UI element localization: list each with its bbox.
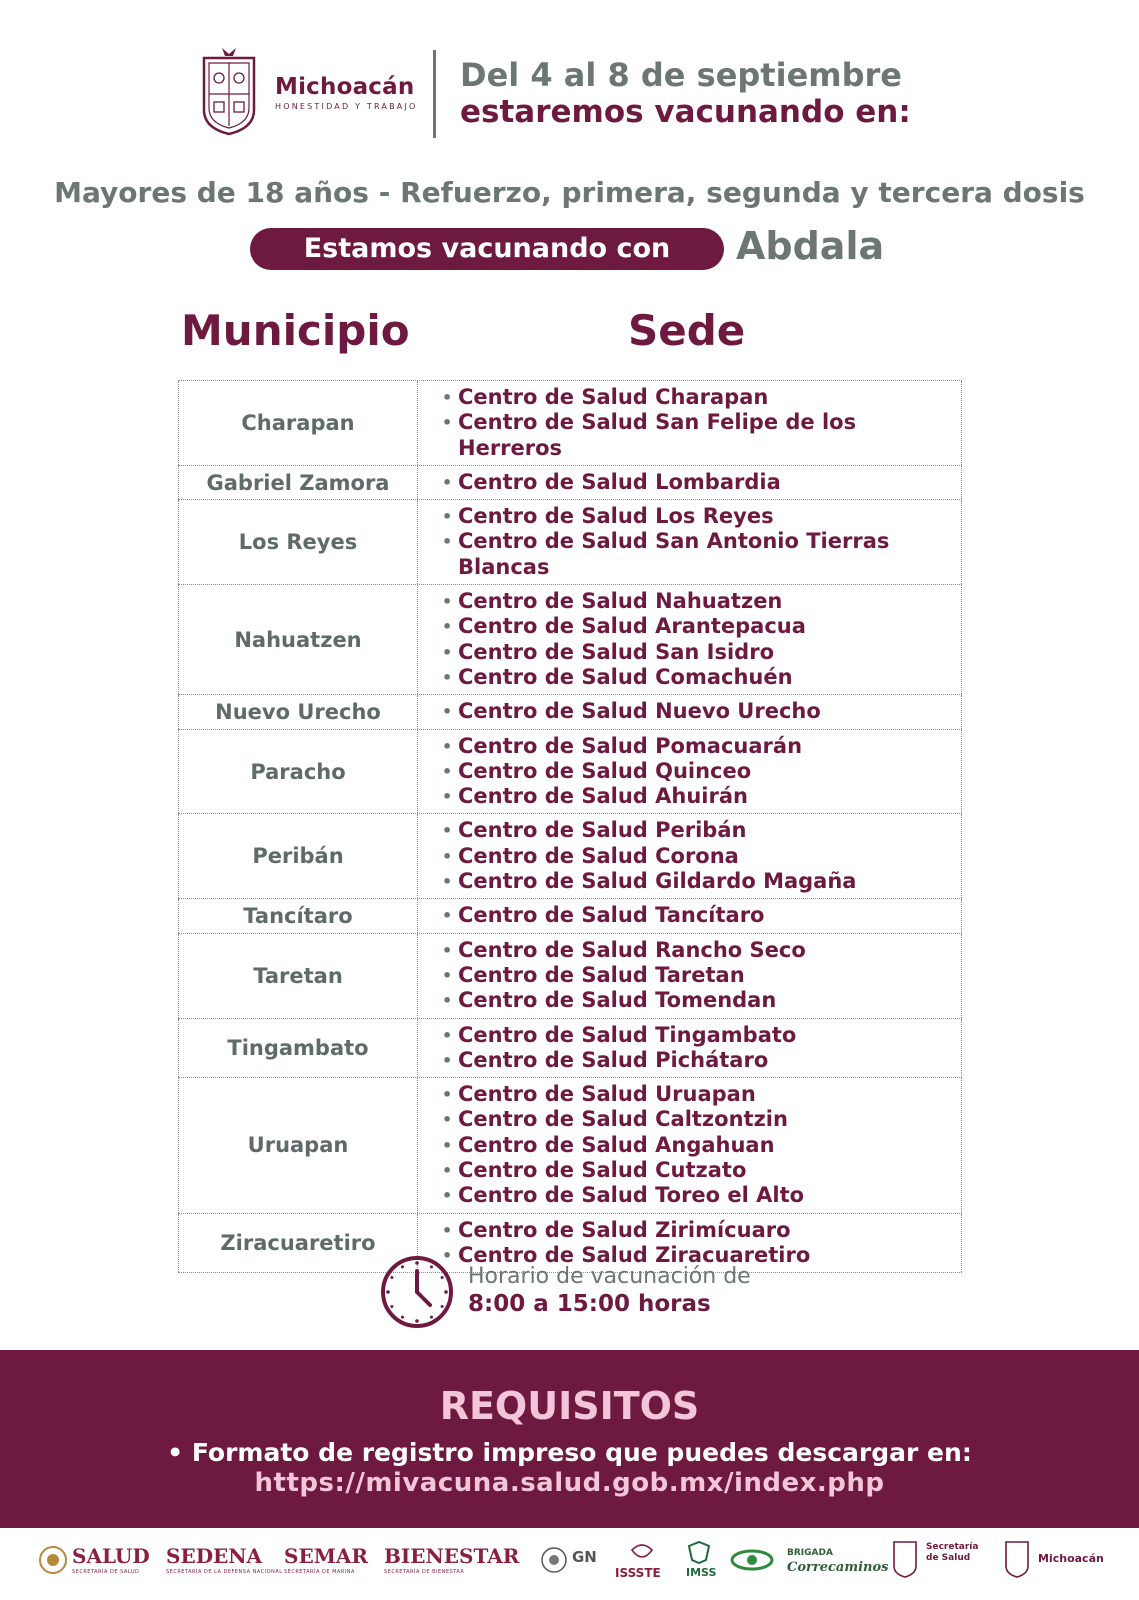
sede-item: • Centro de Salud Rancho Seco [442, 938, 961, 963]
table-row [178, 899, 962, 933]
municipio-cell: Tancítaro [178, 899, 418, 932]
sede-item: • Centro de Salud Taretan [442, 963, 961, 988]
semar-logo [284, 1544, 368, 1575]
michoacan-crest-logo [200, 44, 258, 136]
sede-item: • Centro de Salud Peribán [442, 818, 961, 843]
sede-item: • Centro de Salud Charapan [442, 385, 961, 410]
sede-item: • Centro de Salud Nahuatzen [442, 589, 961, 614]
audience-text: Mayores de 18 años - Refuerzo, primera, segunda y tercera dosis [54, 176, 1085, 209]
table-row [178, 695, 962, 729]
michoacan-small-crest-icon [1004, 1538, 1030, 1578]
gn-seal-icon [540, 1546, 568, 1574]
municipio-cell: Taretan [178, 934, 418, 1018]
sede-cell [418, 814, 962, 898]
sede-item: • Centro de Salud Comachuén [442, 665, 961, 690]
vaccine-name: Abdala [736, 224, 885, 268]
table-row [178, 500, 962, 585]
imss-logo-text: IMSS [686, 1566, 717, 1579]
brigada-swoosh-icon [730, 1546, 774, 1574]
sede-cell [418, 1019, 962, 1078]
municipio-cell: Peribán [178, 814, 418, 898]
sedena-logo [166, 1544, 283, 1575]
sede-item: • Centro de Salud Pichátaro [442, 1048, 961, 1073]
sede-item: • Centro de Salud Toreo el Alto [442, 1183, 961, 1208]
sede-item: • Centro de Salud Nuevo Urecho [442, 699, 961, 724]
column-header-sede: Sede [628, 306, 746, 355]
sede-item: • Centro de Salud Corona [442, 844, 961, 869]
sede-item: • Centro de Salud Tingambato [442, 1023, 961, 1048]
table-row [178, 585, 962, 695]
issste-eagle-icon [630, 1542, 654, 1564]
sede-cell [418, 466, 962, 499]
vaccine-pill: Estamos vacunando con [250, 228, 724, 270]
municipio-cell: Paracho [178, 730, 418, 814]
issste-logo-text: ISSSTE [615, 1566, 661, 1580]
salud-seal-icon [38, 1545, 68, 1575]
schedule-hours: 8:00 a 15:00 horas [468, 1291, 711, 1317]
bienestar-logo-text: BIENESTAR [384, 1544, 520, 1568]
sede-item: • Centro de Salud Tomendan [442, 988, 961, 1013]
brand-name: Michoacán [275, 74, 415, 100]
salud-logo [72, 1544, 150, 1575]
brigada-label: BRIGADA [787, 1548, 833, 1558]
column-header-municipio: Municipio [181, 306, 410, 355]
semar-logo-text: SEMAR [284, 1544, 368, 1568]
correcaminos-label: Correcaminos [787, 1560, 889, 1575]
gn-logo-text: GN [572, 1548, 597, 1566]
sedena-logo-text: SEDENA [166, 1544, 263, 1568]
municipio-cell: Los Reyes [178, 500, 418, 584]
secretaria-salud-crest-icon [892, 1538, 918, 1578]
locations-table [178, 380, 962, 1273]
sede-item: • Centro de Salud San Antonio Tierras Blancas [442, 529, 961, 580]
sede-cell [418, 585, 962, 694]
clock-icon [380, 1255, 454, 1329]
brand-block [275, 74, 418, 111]
table-row [178, 730, 962, 815]
requirements-url-link[interactable]: https://mivacuna.salud.gob.mx/index.php [254, 1468, 885, 1498]
sede-cell [418, 500, 962, 584]
sedena-logo-sub: SECRETARÍA DE LA DEFENSA NACIONAL [166, 1569, 283, 1575]
secretaria-label-1: Secretaría [926, 1542, 979, 1552]
table-row [178, 380, 962, 466]
sede-cell [418, 934, 962, 1018]
requirements-title: REQUISITOS [439, 1384, 700, 1428]
municipio-cell: Charapan [178, 381, 418, 465]
sede-cell [418, 695, 962, 728]
table-row [178, 466, 962, 500]
sede-item: • Centro de Salud San Isidro [442, 640, 961, 665]
dates-line: Del 4 al 8 de septiembre [460, 56, 902, 94]
municipio-cell: Nuevo Urecho [178, 695, 418, 728]
brand-tagline: HONESTIDAD Y TRABAJO [275, 102, 418, 111]
sede-item: • Centro de Salud Gildardo Magaña [442, 869, 961, 894]
schedule-label: Horario de vacunación de [468, 1264, 751, 1289]
semar-logo-sub: SECRETARÍA DE MARINA [284, 1569, 355, 1575]
sede-cell [418, 730, 962, 814]
sede-item: • Centro de Salud Tancítaro [442, 903, 961, 928]
requirements-text: • Formato de registro impreso que puedes descargar en: [167, 1438, 972, 1467]
sede-item: • Centro de Salud Zirimícuaro [442, 1218, 961, 1243]
municipio-cell: Ziracuaretiro [178, 1214, 418, 1273]
table-row [178, 1078, 962, 1213]
table-row [178, 934, 962, 1019]
municipio-cell: Nahuatzen [178, 585, 418, 694]
sede-item: • Centro de Salud Caltzontzin [442, 1107, 961, 1132]
sede-item: • Centro de Salud Los Reyes [442, 504, 961, 529]
sede-item: • Centro de Salud Ziracuaretiro [442, 1243, 961, 1268]
michoacan-small-logo-text: Michoacán [1038, 1552, 1104, 1565]
header-divider [433, 50, 436, 138]
bienestar-logo [384, 1544, 520, 1575]
municipio-cell: Uruapan [178, 1078, 418, 1212]
sede-cell [418, 1078, 962, 1212]
bienestar-logo-sub: SECRETARÍA DE BIENESTAR [384, 1569, 465, 1575]
title-line: estaremos vacunando en: [460, 94, 911, 130]
sede-item: • Centro de Salud Quinceo [442, 759, 961, 784]
sede-cell [418, 899, 962, 932]
sede-item: • Centro de Salud Arantepacua [442, 614, 961, 639]
municipio-cell: Gabriel Zamora [178, 466, 418, 499]
sede-item: • Centro de Salud Angahuan [442, 1133, 961, 1158]
municipio-cell: Tingambato [178, 1019, 418, 1078]
imss-eagle-icon [686, 1540, 712, 1564]
sede-item: • Centro de Salud San Felipe de los Herreros [442, 410, 961, 461]
table-row [178, 814, 962, 899]
sede-item: • Centro de Salud Uruapan [442, 1082, 961, 1107]
sede-item: • Centro de Salud Pomacuarán [442, 734, 961, 759]
salud-logo-text: SALUD [72, 1544, 150, 1568]
sede-cell [418, 381, 962, 465]
sede-item: • Centro de Salud Lombardia [442, 470, 961, 495]
sede-item: • Centro de Salud Ahuirán [442, 784, 961, 809]
table-row [178, 1019, 962, 1079]
secretaria-label-2: de Salud [926, 1553, 971, 1563]
salud-logo-sub: SECRETARÍA DE SALUD [72, 1569, 140, 1575]
sede-item: • Centro de Salud Cutzato [442, 1158, 961, 1183]
